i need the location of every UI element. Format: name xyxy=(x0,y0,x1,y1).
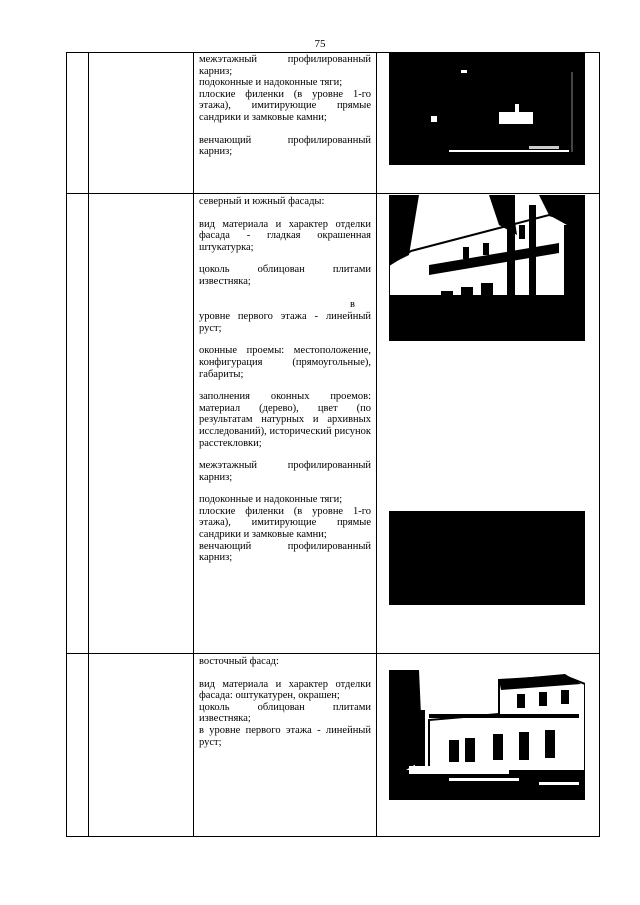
facade-photo xyxy=(389,52,585,165)
paragraph: уровне первого этажа - линейный руст; xyxy=(199,311,371,334)
column-divider xyxy=(376,52,377,837)
paragraph: оконные проемы: местоположение, конфигурация (прямоугольные), габариты; xyxy=(199,345,371,380)
row-1-description xyxy=(199,54,371,158)
row-divider xyxy=(66,193,600,194)
paragraph: плоские филенки (в уровне 1-го этажа), имитирующие прямые сандрики и замковые камни; xyxy=(199,88,371,123)
cornice-detail-photo xyxy=(389,511,585,605)
east-facade-image xyxy=(389,670,585,800)
paragraph: подоконные и надоконные тяги; xyxy=(199,494,343,506)
paragraph: межэтажный профилированный карниз; xyxy=(199,460,371,483)
paragraph: в xyxy=(350,298,355,310)
paragraph: северный и южный фасады: xyxy=(199,196,325,207)
table-border-left xyxy=(66,52,67,837)
column-divider xyxy=(88,52,89,837)
column-divider xyxy=(193,52,194,837)
page-number: 75 xyxy=(314,38,326,50)
paragraph: в уровне первого этажа - линейный руст; xyxy=(199,724,371,748)
facade-photo-image xyxy=(389,52,585,165)
paragraph: восточный фасад: xyxy=(199,656,279,667)
paragraph: венчающий профилированный карниз; xyxy=(199,134,371,158)
paragraph: межэтажный профилированный карниз; xyxy=(199,54,371,77)
row-3-description xyxy=(199,656,371,748)
paragraph: вид материала и характер отделки фасада: оштукатурен, окрашен; xyxy=(199,678,371,702)
table-border-right xyxy=(599,52,600,837)
paragraph: вид материала и характер отделки фасада - гладкая окрашенная штукатурка; xyxy=(199,218,371,253)
paragraph: цоколь облицован плитами известняка; xyxy=(199,701,371,725)
row-divider xyxy=(66,653,600,654)
paragraph: заполнения оконных проемов: материал (дерево), цвет (по результатам натурных и архивных исследований), исторический рисунок расстекловки; xyxy=(199,391,371,449)
monument-table xyxy=(66,52,600,837)
north-south-facade-image xyxy=(389,195,585,341)
east-facade-photo xyxy=(389,670,585,800)
paragraph: венчающий профилированный карниз; xyxy=(199,540,371,564)
paragraph: подоконные и надоконные тяги; xyxy=(199,77,343,89)
paragraph: цоколь облицован плитами известняка; xyxy=(199,264,371,287)
north-south-facade-photo xyxy=(389,195,585,341)
row-2-description xyxy=(199,196,371,564)
table-border-bottom xyxy=(66,836,600,837)
paragraph: плоские филенки (в уровне 1-го этажа), имитирующие прямые сандрики и замковые камни; xyxy=(199,505,371,541)
